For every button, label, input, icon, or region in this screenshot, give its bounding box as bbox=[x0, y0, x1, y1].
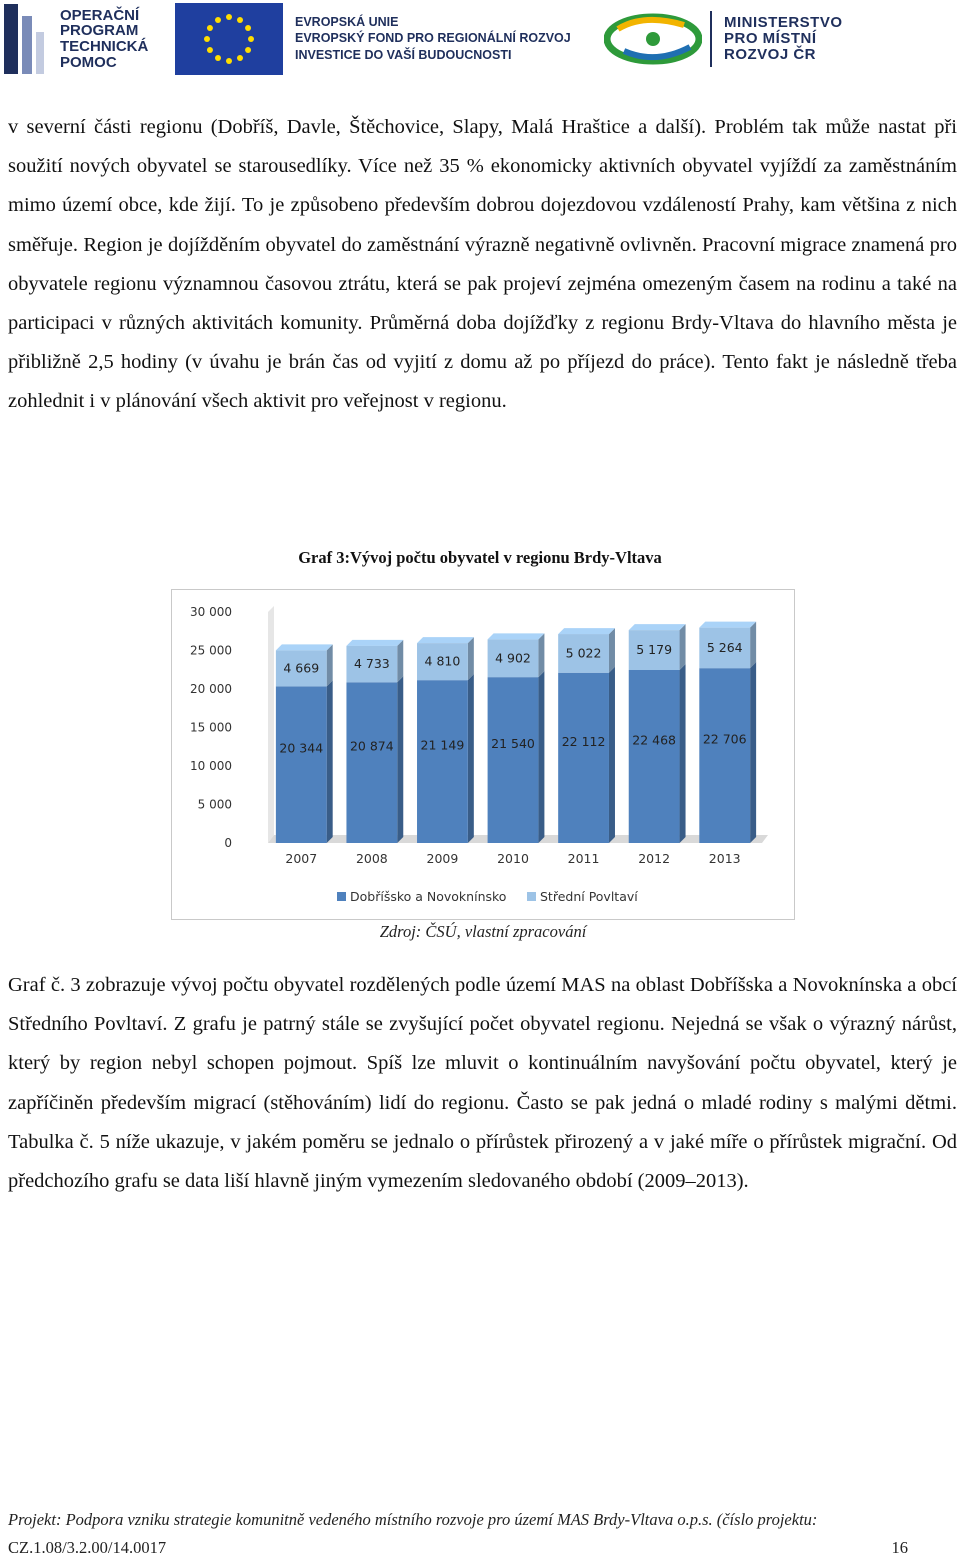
bar-side bbox=[327, 644, 333, 686]
legend-label: Střední Povltaví bbox=[540, 889, 638, 904]
bar-top bbox=[699, 622, 756, 628]
bar-side bbox=[609, 628, 615, 673]
logo-left-line: POMOC bbox=[60, 53, 117, 71]
x-tick-label: 2012 bbox=[638, 851, 671, 866]
bar-top bbox=[629, 624, 686, 630]
bar-side bbox=[397, 640, 403, 682]
x-tick-label: 2008 bbox=[355, 851, 388, 866]
bar-segment bbox=[488, 677, 539, 843]
bar-side bbox=[538, 633, 544, 677]
bar-top bbox=[346, 640, 403, 646]
logo-eu-line: EVROPSKÁ UNIE bbox=[295, 15, 399, 30]
data-label: 22 112 bbox=[561, 733, 606, 749]
logo-right-line: MINISTERSTVO bbox=[724, 14, 843, 32]
mmr-logo-icon bbox=[604, 7, 702, 72]
x-tick-label: 2010 bbox=[497, 851, 529, 866]
chart-source: Zdroj: ČSÚ, vlastní zpracování bbox=[379, 922, 587, 941]
logo-right-line: PRO MÍSTNÍ bbox=[724, 30, 817, 48]
y-tick-label: 15 000 bbox=[190, 720, 232, 735]
logo-eu-line: EVROPSKÝ FOND PRO REGIONÁLNÍ ROZVOJ bbox=[295, 31, 571, 46]
data-label: 21 540 bbox=[491, 736, 535, 752]
x-tick-label: 2011 bbox=[567, 851, 600, 866]
body-paragraph: v severní části regionu (Dobříš, Davle, Štěchovice, Slapy, Malá Hraštice a další). Problém tak může nastat při soužití nových obyvatel se starousedlíky. Více než 35 % ekonomicky aktivních obyvatel vyjíždí za zaměstnáním mimo území obce, kde žijí. To je způsobeno především dobrou dojezdovou vzdáleností Prahy, kam většina z nich směřuje. Region je dojížděním obyvatel do zaměstnání výrazně negativně ovlivněn. Pracovní migrace znamená pro obyvatele regionu významnou časovou ztrátu, která se pak projeví zejména omezeným časem na rodinu a také na participaci v různých aktivitách komunity. Průměrná doba dojížďky z regionu Brdy-Vltava do hlavního města je přibližně 2,5 hodiny (v úvahu je brán čas od vyjití z domu až po příjezd do práce). Tento fakt je následně třeba zohlednit i v plánování všech aktivit pro veřejnost v regionu. bbox=[8, 116, 957, 413]
data-label: 4 902 bbox=[495, 650, 531, 666]
logo-eu-line: INVESTICE DO VAŠÍ BUDOUCNOSTI bbox=[295, 47, 512, 62]
bar-segment bbox=[699, 668, 750, 843]
footer-project-number: CZ.1.08/3.2.00/14.0017 bbox=[8, 1538, 167, 1557]
y-tick-label: 25 000 bbox=[190, 643, 232, 658]
data-label: 4 810 bbox=[424, 653, 461, 669]
chart-side-wall bbox=[268, 606, 274, 843]
bar-side bbox=[609, 667, 615, 843]
x-tick-label: 2013 bbox=[708, 851, 741, 866]
bar-side bbox=[397, 676, 403, 843]
y-tick-label: 30 000 bbox=[190, 605, 232, 619]
data-label: 5 022 bbox=[565, 645, 602, 661]
logo-left-line: OPERAČNÍ bbox=[60, 6, 140, 24]
bar-segment bbox=[346, 682, 397, 843]
data-label: 20 344 bbox=[279, 740, 324, 756]
data-label: 21 149 bbox=[420, 737, 465, 753]
data-label: 5 264 bbox=[706, 639, 743, 655]
bar-top bbox=[488, 633, 545, 639]
data-label: 20 874 bbox=[349, 738, 394, 754]
logo-left-line: TECHNICKÁ bbox=[60, 38, 149, 55]
header-logos bbox=[0, 0, 960, 80]
y-tick-label: 5 000 bbox=[197, 797, 232, 812]
bar-top bbox=[558, 628, 615, 634]
logo-right-line: ROZVOJ ČR bbox=[724, 45, 817, 63]
logo-operacni-program bbox=[0, 2, 148, 76]
bar-side bbox=[750, 622, 756, 669]
logo-evropska-unie bbox=[175, 2, 571, 76]
bar-side bbox=[468, 637, 474, 680]
bar-side bbox=[468, 674, 474, 843]
data-label: 4 669 bbox=[283, 660, 320, 676]
bar-segment bbox=[558, 673, 609, 843]
bar-side bbox=[680, 664, 686, 843]
bar-side bbox=[680, 624, 686, 670]
bar-side bbox=[538, 671, 544, 843]
data-label: 22 706 bbox=[702, 731, 747, 747]
chart-caption: Graf 3:Vývoj počtu obyvatel v regionu Brdy-Vltava bbox=[298, 548, 662, 567]
bar-side bbox=[750, 662, 756, 843]
footer-line bbox=[8, 1538, 908, 1558]
bar-segment bbox=[276, 686, 327, 843]
logo-left-line: PROGRAM bbox=[60, 22, 139, 40]
y-tick-label: 20 000 bbox=[190, 682, 232, 696]
data-label: 5 179 bbox=[636, 642, 673, 658]
footer-project: Projekt: Podpora vzniku strategie komunitně vedeného místního rozvoje pro území MAS Brdy-Vltava o.p.s. (číslo projektu: bbox=[8, 1510, 818, 1529]
bar-segment bbox=[417, 680, 468, 843]
chart-container bbox=[171, 589, 795, 920]
x-tick-label: 2009 bbox=[426, 851, 459, 866]
optp-logo-icon bbox=[0, 2, 48, 76]
logo-ministerstvo bbox=[604, 6, 843, 72]
data-label: 4 733 bbox=[353, 656, 390, 672]
legend-label: Dobříšsko a Novoknínsko bbox=[350, 889, 507, 904]
bar-segment bbox=[629, 670, 680, 843]
bar-top bbox=[417, 637, 474, 643]
bar-side bbox=[327, 680, 333, 843]
legend-swatch bbox=[337, 892, 346, 901]
eu-flag-icon bbox=[175, 3, 283, 75]
legend-swatch bbox=[527, 892, 536, 901]
y-tick-label: 10 000 bbox=[190, 759, 232, 773]
body-paragraph: Graf č. 3 zobrazuje vývoj počtu obyvatel rozdělených podle území MAS na oblast Dobříšska a Novoknínska a obcí Středního Povltaví. Z grafu je patrný stále se zvyšující počet obyvatel regionu. Nejedná se však o výrazný nárůst, který by region nebyl schopen pojmout. Spíš lze mluvit o kontinuálním navyšování počtu obyvatel, který je zapříčiněn především migrací (stěhováním) lidí do regionu. Často se pak jedná o mladé rodiny s malými dětmi. Tabulka č. 5 níže ukazuje, v jakém poměru se jednalo o přírůstek přirozený a v jaké míře o přírůstek migrační. Od předchozího grafu se data liší hlavně jiným vymezením sledovaného období (2009–2013). bbox=[8, 974, 957, 1193]
page-number: 16 bbox=[891, 1538, 908, 1557]
bar-top bbox=[276, 644, 333, 650]
y-tick-label: 0 bbox=[224, 836, 232, 850]
data-label: 22 468 bbox=[632, 732, 677, 748]
x-tick-label: 2007 bbox=[285, 851, 318, 866]
